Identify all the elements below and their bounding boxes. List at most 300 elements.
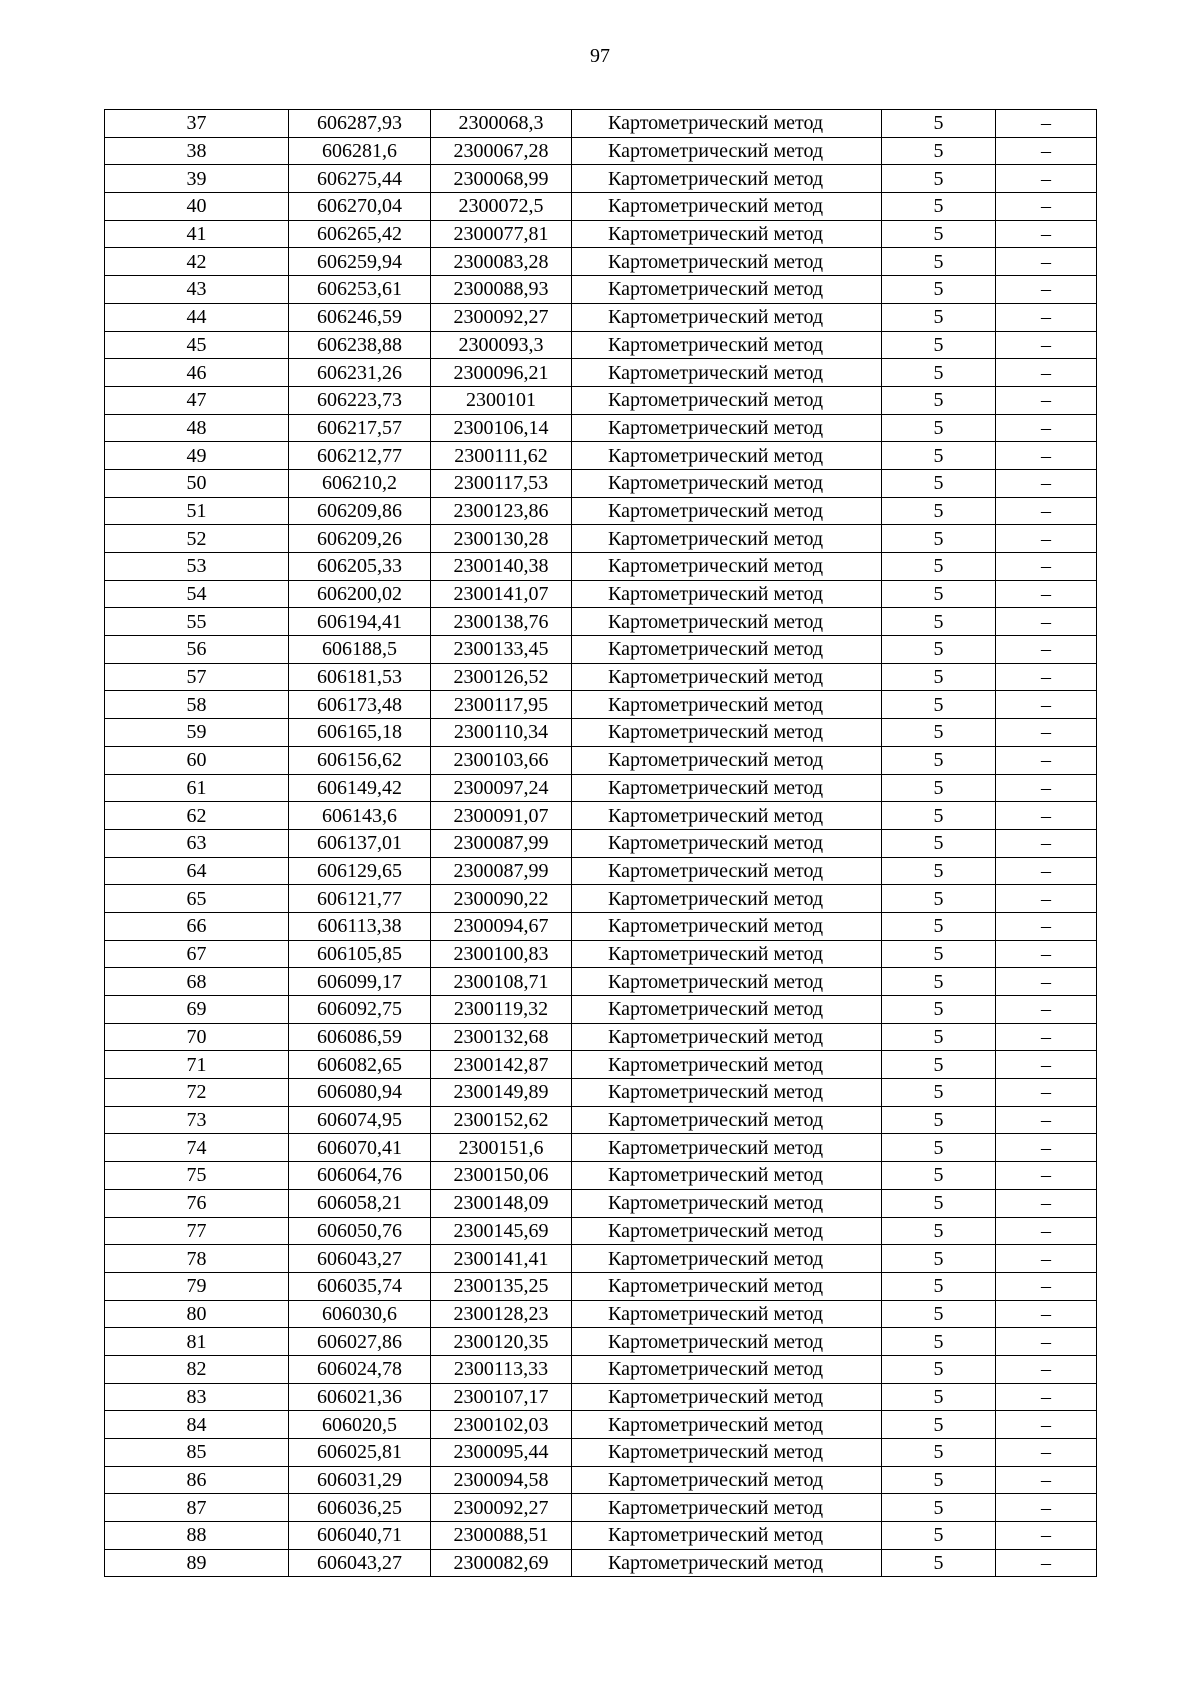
cell-point-number: 53 — [105, 553, 289, 581]
cell-x-coordinate: 606181,53 — [289, 663, 431, 691]
cell-x-coordinate: 606188,5 — [289, 636, 431, 664]
cell-x-coordinate: 606050,76 — [289, 1217, 431, 1245]
table-row — [105, 1439, 1097, 1467]
cell-method: Картометрический метод — [572, 580, 882, 608]
table-row — [105, 193, 1097, 221]
cell-y-coordinate: 2300082,69 — [431, 1549, 572, 1577]
cell-y-coordinate: 2300106,14 — [431, 414, 572, 442]
cell-y-coordinate: 2300138,76 — [431, 608, 572, 636]
cell-y-coordinate: 2300096,21 — [431, 359, 572, 387]
table-row — [105, 1106, 1097, 1134]
cell-method: Картометрический метод — [572, 497, 882, 525]
cell-method: Картометрический метод — [572, 663, 882, 691]
cell-x-coordinate: 606156,62 — [289, 746, 431, 774]
cell-y-coordinate: 2300108,71 — [431, 968, 572, 996]
cell-x-coordinate: 606209,86 — [289, 497, 431, 525]
cell-accuracy: 5 — [882, 220, 996, 248]
table-row — [105, 1466, 1097, 1494]
table-row — [105, 719, 1097, 747]
table-row — [105, 1411, 1097, 1439]
cell-x-coordinate: 606080,94 — [289, 1079, 431, 1107]
table-row — [105, 912, 1097, 940]
cell-method: Картометрический метод — [572, 996, 882, 1024]
cell-method: Картометрический метод — [572, 1023, 882, 1051]
cell-x-coordinate: 606223,73 — [289, 386, 431, 414]
cell-point-number: 42 — [105, 248, 289, 276]
cell-method: Картометрический метод — [572, 193, 882, 221]
cell-dash: – — [996, 1079, 1097, 1107]
cell-x-coordinate: 606287,93 — [289, 110, 431, 138]
cell-y-coordinate: 2300141,07 — [431, 580, 572, 608]
cell-x-coordinate: 606238,88 — [289, 331, 431, 359]
cell-y-coordinate: 2300094,67 — [431, 912, 572, 940]
table-row — [105, 414, 1097, 442]
cell-y-coordinate: 2300148,09 — [431, 1189, 572, 1217]
cell-method: Картометрический метод — [572, 829, 882, 857]
cell-accuracy: 5 — [882, 303, 996, 331]
cell-accuracy: 5 — [882, 497, 996, 525]
table-row — [105, 1162, 1097, 1190]
page-number: 97 — [590, 45, 610, 67]
table-row — [105, 1245, 1097, 1273]
cell-x-coordinate: 606043,27 — [289, 1549, 431, 1577]
cell-point-number: 66 — [105, 912, 289, 940]
cell-x-coordinate: 606149,42 — [289, 774, 431, 802]
cell-point-number: 89 — [105, 1549, 289, 1577]
cell-point-number: 64 — [105, 857, 289, 885]
cell-point-number: 43 — [105, 276, 289, 304]
cell-point-number: 46 — [105, 359, 289, 387]
cell-point-number: 50 — [105, 469, 289, 497]
cell-y-coordinate: 2300088,93 — [431, 276, 572, 304]
cell-method: Картометрический метод — [572, 1411, 882, 1439]
table-row — [105, 1522, 1097, 1550]
cell-x-coordinate: 606024,78 — [289, 1355, 431, 1383]
cell-x-coordinate: 606129,65 — [289, 857, 431, 885]
table-row — [105, 829, 1097, 857]
cell-method: Картометрический метод — [572, 691, 882, 719]
cell-dash: – — [996, 636, 1097, 664]
cell-method: Картометрический метод — [572, 1466, 882, 1494]
cell-accuracy: 5 — [882, 996, 996, 1024]
cell-y-coordinate: 2300142,87 — [431, 1051, 572, 1079]
cell-x-coordinate: 606143,6 — [289, 802, 431, 830]
table-row — [105, 303, 1097, 331]
cell-y-coordinate: 2300087,99 — [431, 857, 572, 885]
cell-y-coordinate: 2300083,28 — [431, 248, 572, 276]
cell-method: Картометрический метод — [572, 303, 882, 331]
cell-accuracy: 5 — [882, 1355, 996, 1383]
cell-point-number: 51 — [105, 497, 289, 525]
cell-y-coordinate: 2300126,52 — [431, 663, 572, 691]
cell-dash: – — [996, 553, 1097, 581]
cell-point-number: 69 — [105, 996, 289, 1024]
cell-accuracy: 5 — [882, 137, 996, 165]
cell-y-coordinate: 2300119,32 — [431, 996, 572, 1024]
cell-dash: – — [996, 774, 1097, 802]
table-row — [105, 636, 1097, 664]
cell-dash: – — [996, 276, 1097, 304]
cell-x-coordinate: 606259,94 — [289, 248, 431, 276]
cell-point-number: 40 — [105, 193, 289, 221]
cell-method: Картометрический метод — [572, 719, 882, 747]
cell-y-coordinate: 2300141,41 — [431, 1245, 572, 1273]
cell-point-number: 48 — [105, 414, 289, 442]
cell-accuracy: 5 — [882, 885, 996, 913]
cell-point-number: 76 — [105, 1189, 289, 1217]
cell-point-number: 73 — [105, 1106, 289, 1134]
cell-accuracy: 5 — [882, 746, 996, 774]
cell-point-number: 58 — [105, 691, 289, 719]
cell-y-coordinate: 2300130,28 — [431, 525, 572, 553]
cell-accuracy: 5 — [882, 636, 996, 664]
cell-y-coordinate: 2300140,38 — [431, 553, 572, 581]
cell-dash: – — [996, 1383, 1097, 1411]
table-row — [105, 110, 1097, 138]
cell-y-coordinate: 2300092,27 — [431, 303, 572, 331]
cell-x-coordinate: 606265,42 — [289, 220, 431, 248]
cell-point-number: 61 — [105, 774, 289, 802]
cell-x-coordinate: 606064,76 — [289, 1162, 431, 1190]
cell-accuracy: 5 — [882, 1189, 996, 1217]
cell-dash: – — [996, 580, 1097, 608]
cell-dash: – — [996, 1328, 1097, 1356]
cell-accuracy: 5 — [882, 829, 996, 857]
cell-point-number: 38 — [105, 137, 289, 165]
cell-point-number: 71 — [105, 1051, 289, 1079]
cell-method: Картометрический метод — [572, 1272, 882, 1300]
cell-dash: – — [996, 414, 1097, 442]
cell-y-coordinate: 2300102,03 — [431, 1411, 572, 1439]
cell-x-coordinate: 606099,17 — [289, 968, 431, 996]
cell-y-coordinate: 2300149,89 — [431, 1079, 572, 1107]
table-row — [105, 1217, 1097, 1245]
cell-y-coordinate: 2300150,06 — [431, 1162, 572, 1190]
table-row — [105, 1134, 1097, 1162]
cell-method: Картометрический метод — [572, 940, 882, 968]
cell-method: Картометрический метод — [572, 276, 882, 304]
cell-y-coordinate: 2300152,62 — [431, 1106, 572, 1134]
table-row — [105, 691, 1097, 719]
cell-accuracy: 5 — [882, 276, 996, 304]
cell-dash: – — [996, 386, 1097, 414]
cell-accuracy: 5 — [882, 1134, 996, 1162]
table-row — [105, 1355, 1097, 1383]
table-row — [105, 968, 1097, 996]
cell-accuracy: 5 — [882, 1411, 996, 1439]
cell-x-coordinate: 606246,59 — [289, 303, 431, 331]
table-row — [105, 608, 1097, 636]
cell-method: Картометрический метод — [572, 525, 882, 553]
table-body — [105, 110, 1097, 1577]
cell-y-coordinate: 2300072,5 — [431, 193, 572, 221]
cell-dash: – — [996, 165, 1097, 193]
cell-method: Картометрический метод — [572, 1439, 882, 1467]
cell-x-coordinate: 606021,36 — [289, 1383, 431, 1411]
cell-method: Картометрический метод — [572, 469, 882, 497]
table-row — [105, 774, 1097, 802]
table-row — [105, 1383, 1097, 1411]
cell-accuracy: 5 — [882, 1272, 996, 1300]
cell-method: Картометрический метод — [572, 1051, 882, 1079]
cell-accuracy: 5 — [882, 608, 996, 636]
cell-accuracy: 5 — [882, 331, 996, 359]
cell-accuracy: 5 — [882, 940, 996, 968]
cell-method: Картометрический метод — [572, 1549, 882, 1577]
cell-dash: – — [996, 1051, 1097, 1079]
cell-accuracy: 5 — [882, 1051, 996, 1079]
cell-point-number: 37 — [105, 110, 289, 138]
cell-y-coordinate: 2300088,51 — [431, 1522, 572, 1550]
table-row — [105, 553, 1097, 581]
cell-dash: – — [996, 1106, 1097, 1134]
cell-point-number: 54 — [105, 580, 289, 608]
cell-point-number: 67 — [105, 940, 289, 968]
cell-method: Картометрический метод — [572, 1189, 882, 1217]
cell-dash: – — [996, 137, 1097, 165]
cell-method: Картометрический метод — [572, 137, 882, 165]
cell-dash: – — [996, 469, 1097, 497]
cell-accuracy: 5 — [882, 165, 996, 193]
cell-x-coordinate: 606231,26 — [289, 359, 431, 387]
cell-x-coordinate: 606270,04 — [289, 193, 431, 221]
cell-x-coordinate: 606275,44 — [289, 165, 431, 193]
cell-y-coordinate: 2300101 — [431, 386, 572, 414]
cell-dash: – — [996, 1494, 1097, 1522]
cell-point-number: 63 — [105, 829, 289, 857]
cell-method: Картометрический метод — [572, 386, 882, 414]
cell-accuracy: 5 — [882, 1439, 996, 1467]
cell-x-coordinate: 606194,41 — [289, 608, 431, 636]
cell-dash: – — [996, 1189, 1097, 1217]
table-row — [105, 469, 1097, 497]
cell-point-number: 39 — [105, 165, 289, 193]
cell-x-coordinate: 606040,71 — [289, 1522, 431, 1550]
cell-y-coordinate: 2300068,99 — [431, 165, 572, 193]
cell-accuracy: 5 — [882, 1522, 996, 1550]
cell-point-number: 60 — [105, 746, 289, 774]
cell-method: Картометрический метод — [572, 1355, 882, 1383]
cell-y-coordinate: 2300067,28 — [431, 137, 572, 165]
cell-y-coordinate: 2300107,17 — [431, 1383, 572, 1411]
table-row — [105, 276, 1097, 304]
cell-point-number: 75 — [105, 1162, 289, 1190]
cell-dash: – — [996, 1549, 1097, 1577]
cell-method: Картометрический метод — [572, 1134, 882, 1162]
table-row — [105, 663, 1097, 691]
cell-point-number: 83 — [105, 1383, 289, 1411]
table-row — [105, 331, 1097, 359]
cell-y-coordinate: 2300123,86 — [431, 497, 572, 525]
cell-point-number: 81 — [105, 1328, 289, 1356]
cell-point-number: 74 — [105, 1134, 289, 1162]
cell-x-coordinate: 606043,27 — [289, 1245, 431, 1273]
cell-dash: – — [996, 110, 1097, 138]
cell-x-coordinate: 606027,86 — [289, 1328, 431, 1356]
cell-dash: – — [996, 193, 1097, 221]
cell-dash: – — [996, 1466, 1097, 1494]
cell-y-coordinate: 2300090,22 — [431, 885, 572, 913]
cell-method: Картометрический метод — [572, 885, 882, 913]
cell-accuracy: 5 — [882, 469, 996, 497]
cell-x-coordinate: 606105,85 — [289, 940, 431, 968]
cell-method: Картометрический метод — [572, 331, 882, 359]
cell-x-coordinate: 606030,6 — [289, 1300, 431, 1328]
cell-x-coordinate: 606035,74 — [289, 1272, 431, 1300]
cell-point-number: 56 — [105, 636, 289, 664]
cell-point-number: 80 — [105, 1300, 289, 1328]
cell-y-coordinate: 2300093,3 — [431, 331, 572, 359]
cell-dash: – — [996, 1439, 1097, 1467]
cell-accuracy: 5 — [882, 1217, 996, 1245]
table-row — [105, 802, 1097, 830]
cell-accuracy: 5 — [882, 774, 996, 802]
cell-method: Картометрический метод — [572, 1217, 882, 1245]
cell-method: Картометрический метод — [572, 857, 882, 885]
cell-dash: – — [996, 331, 1097, 359]
cell-dash: – — [996, 1023, 1097, 1051]
table-row — [105, 1023, 1097, 1051]
cell-y-coordinate: 2300120,35 — [431, 1328, 572, 1356]
table-row — [105, 525, 1097, 553]
cell-accuracy: 5 — [882, 802, 996, 830]
cell-accuracy: 5 — [882, 912, 996, 940]
cell-method: Картометрический метод — [572, 802, 882, 830]
table-row — [105, 442, 1097, 470]
cell-point-number: 62 — [105, 802, 289, 830]
cell-y-coordinate: 2300117,95 — [431, 691, 572, 719]
cell-dash: – — [996, 442, 1097, 470]
cell-point-number: 72 — [105, 1079, 289, 1107]
cell-dash: – — [996, 220, 1097, 248]
cell-dash: – — [996, 359, 1097, 387]
table-row — [105, 1328, 1097, 1356]
cell-point-number: 68 — [105, 968, 289, 996]
cell-y-coordinate: 2300133,45 — [431, 636, 572, 664]
cell-x-coordinate: 606074,95 — [289, 1106, 431, 1134]
table-row — [105, 220, 1097, 248]
cell-method: Картометрический метод — [572, 1245, 882, 1273]
cell-x-coordinate: 606031,29 — [289, 1466, 431, 1494]
table-row — [105, 940, 1097, 968]
cell-point-number: 84 — [105, 1411, 289, 1439]
cell-dash: – — [996, 857, 1097, 885]
cell-accuracy: 5 — [882, 857, 996, 885]
cell-point-number: 82 — [105, 1355, 289, 1383]
cell-y-coordinate: 2300077,81 — [431, 220, 572, 248]
cell-point-number: 55 — [105, 608, 289, 636]
cell-method: Картометрический метод — [572, 608, 882, 636]
cell-y-coordinate: 2300103,66 — [431, 746, 572, 774]
cell-accuracy: 5 — [882, 1383, 996, 1411]
cell-method: Картометрический метод — [572, 110, 882, 138]
cell-method: Картометрический метод — [572, 414, 882, 442]
table-row — [105, 386, 1097, 414]
cell-accuracy: 5 — [882, 1300, 996, 1328]
cell-accuracy: 5 — [882, 110, 996, 138]
cell-point-number: 77 — [105, 1217, 289, 1245]
cell-x-coordinate: 606113,38 — [289, 912, 431, 940]
cell-accuracy: 5 — [882, 1549, 996, 1577]
cell-point-number: 70 — [105, 1023, 289, 1051]
cell-point-number: 86 — [105, 1466, 289, 1494]
cell-point-number: 57 — [105, 663, 289, 691]
cell-point-number: 47 — [105, 386, 289, 414]
cell-dash: – — [996, 1411, 1097, 1439]
cell-accuracy: 5 — [882, 691, 996, 719]
cell-accuracy: 5 — [882, 553, 996, 581]
cell-point-number: 49 — [105, 442, 289, 470]
cell-method: Картометрический метод — [572, 1494, 882, 1522]
cell-y-coordinate: 2300100,83 — [431, 940, 572, 968]
cell-point-number: 78 — [105, 1245, 289, 1273]
cell-accuracy: 5 — [882, 193, 996, 221]
cell-method: Картометрический метод — [572, 1162, 882, 1190]
cell-dash: – — [996, 885, 1097, 913]
cell-x-coordinate: 606205,33 — [289, 553, 431, 581]
cell-method: Картометрический метод — [572, 1079, 882, 1107]
cell-y-coordinate: 2300128,23 — [431, 1300, 572, 1328]
cell-method: Картометрический метод — [572, 774, 882, 802]
cell-dash: – — [996, 1355, 1097, 1383]
cell-dash: – — [996, 1134, 1097, 1162]
cell-method: Картометрический метод — [572, 1106, 882, 1134]
table-row — [105, 1494, 1097, 1522]
cell-x-coordinate: 606082,65 — [289, 1051, 431, 1079]
cell-method: Картометрический метод — [572, 359, 882, 387]
cell-accuracy: 5 — [882, 719, 996, 747]
table-row — [105, 1051, 1097, 1079]
cell-dash: – — [996, 1272, 1097, 1300]
table-row — [105, 165, 1097, 193]
table-row — [105, 580, 1097, 608]
cell-dash: – — [996, 802, 1097, 830]
cell-dash: – — [996, 1162, 1097, 1190]
cell-dash: – — [996, 829, 1097, 857]
cell-point-number: 88 — [105, 1522, 289, 1550]
cell-method: Картометрический метод — [572, 1300, 882, 1328]
cell-x-coordinate: 606025,81 — [289, 1439, 431, 1467]
table-row — [105, 885, 1097, 913]
cell-x-coordinate: 606121,77 — [289, 885, 431, 913]
cell-dash: – — [996, 719, 1097, 747]
table-row — [105, 1300, 1097, 1328]
cell-method: Картометрический метод — [572, 165, 882, 193]
cell-accuracy: 5 — [882, 525, 996, 553]
cell-method: Картометрический метод — [572, 553, 882, 581]
cell-y-coordinate: 2300068,3 — [431, 110, 572, 138]
cell-x-coordinate: 606036,25 — [289, 1494, 431, 1522]
cell-y-coordinate: 2300151,6 — [431, 1134, 572, 1162]
cell-y-coordinate: 2300110,34 — [431, 719, 572, 747]
cell-dash: – — [996, 1217, 1097, 1245]
cell-y-coordinate: 2300097,24 — [431, 774, 572, 802]
cell-x-coordinate: 606137,01 — [289, 829, 431, 857]
table-row — [105, 359, 1097, 387]
cell-point-number: 41 — [105, 220, 289, 248]
cell-x-coordinate: 606200,02 — [289, 580, 431, 608]
cell-x-coordinate: 606173,48 — [289, 691, 431, 719]
cell-x-coordinate: 606253,61 — [289, 276, 431, 304]
cell-x-coordinate: 606092,75 — [289, 996, 431, 1024]
cell-point-number: 45 — [105, 331, 289, 359]
table-row — [105, 746, 1097, 774]
cell-accuracy: 5 — [882, 1162, 996, 1190]
cell-point-number: 52 — [105, 525, 289, 553]
cell-accuracy: 5 — [882, 1079, 996, 1107]
cell-dash: – — [996, 691, 1097, 719]
table-row — [105, 996, 1097, 1024]
